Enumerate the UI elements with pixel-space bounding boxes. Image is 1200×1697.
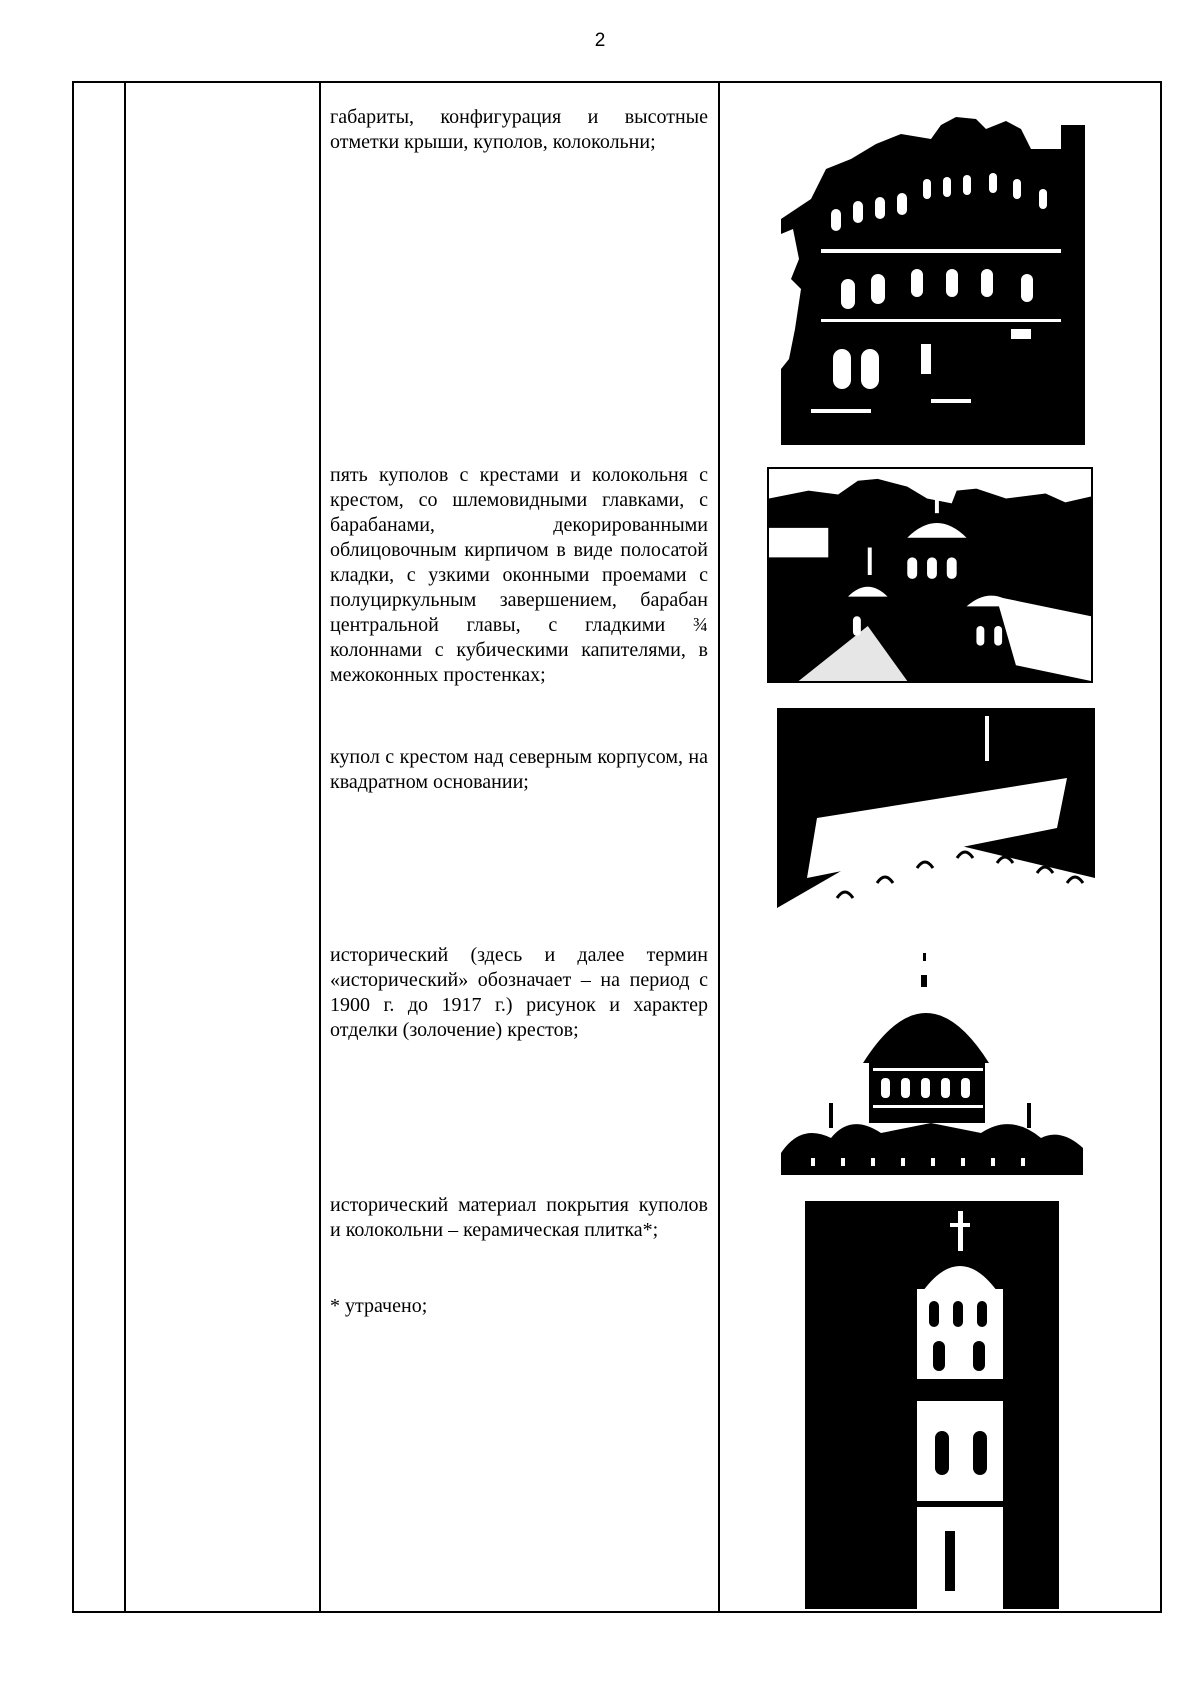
church-facade-photo xyxy=(781,109,1085,445)
column-divider xyxy=(124,83,126,1611)
feature-description: исторический (здесь и далее термин «исторический» обозначает – на период с 1900 г. до 1917 г.) рисунок и характер отделки (золочение) крестов; xyxy=(330,944,708,1041)
feature-description: габариты, конфигурация и высотные отметки крыши, куполов, колокольни; xyxy=(330,106,708,153)
bell-tower-photo xyxy=(805,1201,1059,1609)
feature-description: пять куполов с крестами и колокольня с крестом, со шлемовидными главками, с барабанами, декорированными облицовочным кирпичом в виде полосатой кладки, с узкими оконными проемами с полуциркульным завершением, барабан центральной главы, с гладкими ¾ колоннами с кубическими капителями, в межоконных простенках; xyxy=(330,464,708,686)
feature-note: * утрачено; xyxy=(330,1295,428,1317)
page-number: 2 xyxy=(594,30,606,51)
feature-description: исторический материал покрытия куполов и колокольни – керамическая плитка*; xyxy=(330,1194,708,1241)
column-divider xyxy=(718,83,720,1611)
dome-cross-photo xyxy=(781,953,1083,1175)
north-dome-photo xyxy=(777,708,1095,908)
feature-description: купол с крестом над северным корпусом, на квадратном основании; xyxy=(330,746,708,793)
column-divider xyxy=(319,83,321,1611)
five-domes-photo xyxy=(767,467,1093,683)
protected-features-table xyxy=(72,81,1162,1613)
